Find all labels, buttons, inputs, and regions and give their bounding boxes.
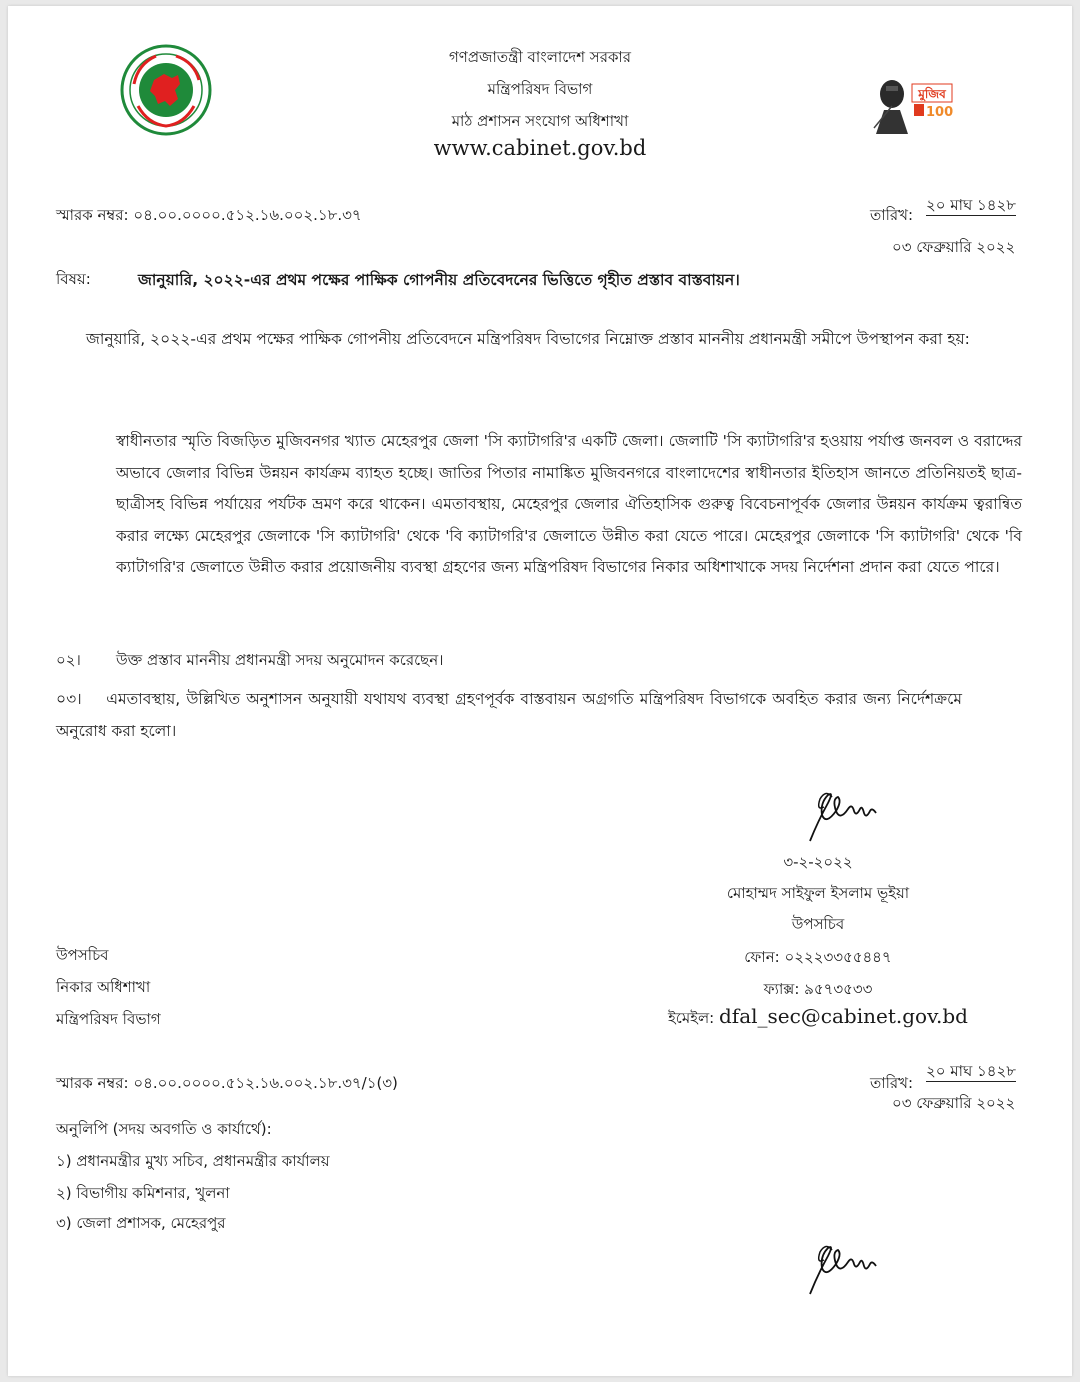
email-label: ইমেইল: xyxy=(668,1009,715,1027)
memo-2-date-bangla: ২০ মাঘ ১৪২৮ xyxy=(926,1062,1016,1080)
memo-ref-2 xyxy=(56,1072,398,1097)
memo-ref-label: স্মারক নম্বর: xyxy=(56,206,129,224)
signature-2 xyxy=(798,1234,888,1304)
memo-ref-number: ০৪.০০.০০০০.৫১২.১৬.০০২.১৮.৩৭/১(৩) xyxy=(133,1074,398,1092)
memo-date-label: তারিখ: xyxy=(870,206,914,224)
signature-date: ৩-২-২০২২ xyxy=(783,853,853,871)
signatory-designation: উপসচিব xyxy=(791,915,845,933)
para-2-number: ০২। xyxy=(56,651,81,669)
recipient-line-2: নিকার অধিশাখা xyxy=(56,978,151,996)
memo-ref-label: স্মারক নম্বর: xyxy=(56,1074,129,1092)
memo-ref-number: ০৪.০০.০০০০.৫১২.১৬.০০২.১৮.৩৭ xyxy=(133,206,362,224)
memo-date-english: ০৩ ফেব্রুয়ারি ২০২২ xyxy=(892,238,1016,256)
mujib-borsho-logo xyxy=(870,76,970,136)
copy-item: ২) বিভাগীয় কমিশনার, খুলনা xyxy=(56,1184,230,1202)
subject-text: জানুয়ারি, ২০২২-এর প্রথম পক্ষের পাক্ষিক গোপনীয় প্রতিবেদনের ভিত্তিতে গৃহীত প্রস্তাব বাস্তবায়ন। xyxy=(138,271,740,289)
memo-date-bangla: ২০ মাঘ ১৪২৮ xyxy=(926,196,1016,214)
memo-2-date-label: তারিখ: xyxy=(870,1074,914,1092)
para-2-text: উক্ত প্রস্তাব মাননীয় প্রধানমন্ত্রী সদয় অনুমোদন করেছেন। xyxy=(116,651,444,669)
signatory-fax: ফ্যাক্স: ৯৫৭৩৫৩৩ xyxy=(763,980,873,998)
document-page xyxy=(8,6,1072,1376)
memo-ref-1 xyxy=(56,204,362,229)
header-government: গণপ্রজাতন্ত্রী বাংলাদেশ সরকার xyxy=(448,48,632,66)
recipient-line-3: মন্ত্রিপরিষদ বিভাগ xyxy=(56,1010,161,1028)
recipient-line-1: উপসচিব xyxy=(56,946,109,964)
signature-1 xyxy=(798,781,888,851)
signatory-email xyxy=(668,1004,968,1032)
memo-2-date-english: ০৩ ফেব্রুয়ারি ২০২২ xyxy=(892,1094,1016,1112)
svg-text:মুজিব: মুজিব xyxy=(918,87,946,101)
copy-item: ১) প্রধানমন্ত্রীর মুখ্য সচিব, প্রধানমন্ত্রীর কার্যালয় xyxy=(56,1152,330,1170)
signatory-name: মোহাম্মদ সাইফুল ইসলাম ভূইয়া xyxy=(726,884,910,902)
para-3-text: এমতাবস্থায়, উল্লিখিত অনুশাসন অনুযায়ী যথাযথ ব্যবস্থা গ্রহণপূর্বক বাস্তবায়ন অগ্রগতি মন্ত্রিপরিষদ বিভাগকে অবহিত করার জন্য নির্দেশক্রমে অনুরোধ করা হলো। xyxy=(56,690,962,740)
header-website[interactable]: www.cabinet.gov.bd xyxy=(433,136,647,160)
government-seal-logo xyxy=(120,44,212,136)
copies-heading: অনুলিপি (সদয় অবগতি ও কার্যার্থে): xyxy=(56,1120,272,1138)
header-branch: মাঠ প্রশাসন সংযোগ অধিশাখা xyxy=(451,112,629,130)
copy-item: ৩) জেলা প্রশাসক, মেহেরপুর xyxy=(56,1214,226,1232)
email-address[interactable]: dfal_sec@cabinet.gov.bd xyxy=(718,1004,968,1028)
subject-label: বিষয়: xyxy=(56,270,91,288)
intro-paragraph: জানুয়ারি, ২০২২-এর প্রথম পক্ষের পাক্ষিক গোপনীয় প্রতিবেদনে মন্ত্রিপরিষদ বিভাগের নিম্নোক্ত প্রস্তাব মাননীয় প্রধানমন্ত্রী সমীপে উপস্থাপন করা হয়: xyxy=(86,330,970,348)
proposal-paragraph: স্বাধীনতার স্মৃতি বিজড়িত মুজিবনগর খ্যাত মেহেরপুর জেলা 'সি ক্যাটাগরি'র একটি জেলা। জেলাটি 'সি ক্যাটাগরি'র হওয়ায় পর্যাপ্ত জনবল ও বরাদ্দের অভাবে জেলার বিভিন্ন উন্নয়ন কার্যক্রম ব্যাহত হচ্ছে। জাতির পিতার নামাঙ্কিত মুজিবনগরে বাংলাদেশের স্বাধীনতার ইতিহাস জানতে প্রতিনিয়তই ছাত্র-ছাত্রীসহ বিভিন্ন পর্যায়ের পর্যটক ভ্রমণ করে থাকেন। এমতাবস্থায়, মেহেরপুর জেলার ঐতিহাসিক গুরুত্ব বিবেচনাপূর্বক জেলার উন্নয়ন কার্যক্রম ত্বরান্বিত করার লক্ষ্যে মেহেরপুর জেলাকে 'সি ক্যাটাগরি' থেকে 'বি ক্যাটাগরি'র জেলাতে উন্নীত করা যেতে পারে। মেহেরপুর জেলাকে 'সি ক্যাটাগরি' থেকে 'বি ক্যাটাগরি'র জেলাতে উন্নীত করার প্রয়োজনীয় ব্যবস্থা গ্রহণের জন্য মন্ত্রিপরিষদ বিভাগের নিকার অধিশাখাকে সদয় নির্দেশনা প্রদান করা যেতে পারে। xyxy=(116,432,1022,576)
svg-text:100: 100 xyxy=(926,105,954,120)
signatory-phone: ফোন: ০২২২৩৩৫৫৪৪৭ xyxy=(744,948,892,966)
para-3 xyxy=(56,684,962,747)
header-division: মন্ত্রিপরিষদ বিভাগ xyxy=(487,80,593,98)
para-3-number: ০৩। xyxy=(56,690,82,708)
